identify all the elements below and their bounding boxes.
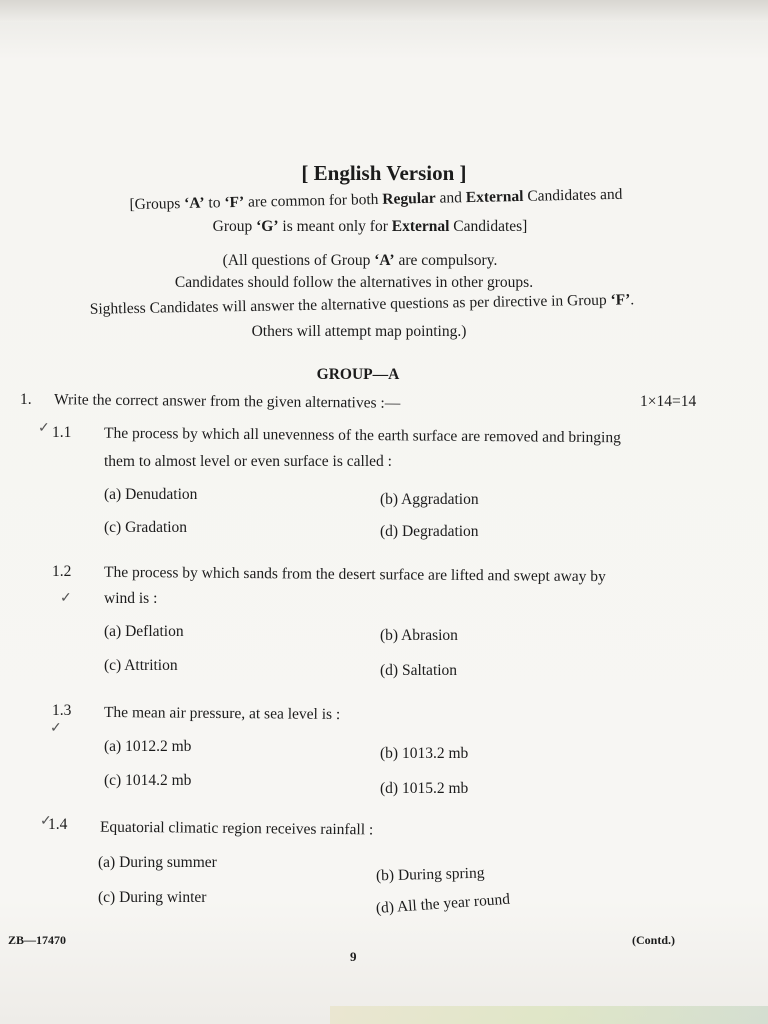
option-d: (d) Saltation (380, 662, 458, 679)
contd-label: (Contd.) (632, 933, 676, 947)
page-number: 9 (350, 949, 357, 964)
groups-line-2: Group ‘G’ is meant only for External Candidates] (212, 218, 528, 235)
instruction-line-2: Candidates should follow the alternatives in other groups. (174, 274, 534, 291)
pen-tick-mark: ✓ (40, 814, 52, 829)
question-text: Write the correct answer from the given alternatives :— (53, 391, 401, 412)
option-c: (c) During winter (98, 889, 207, 906)
paper-code: ZB—17470 (8, 933, 67, 947)
option-a: (a) Deflation (104, 623, 184, 640)
option-d: (d) 1015.2 mb (380, 780, 469, 797)
option-b: (b) Abrasion (380, 627, 458, 644)
option-b: (b) 1013.2 mb (380, 745, 469, 762)
subquestion-text: The process by which all unevenness of the earth surface are removed and bringing (103, 424, 621, 447)
question-number: 1. (20, 391, 32, 408)
option-b: (b) During spring (375, 864, 485, 885)
group-heading: GROUP—A (316, 366, 400, 383)
page-title: [ English Version ] (301, 161, 467, 185)
subquestion-number: 1.2 (52, 563, 72, 580)
option-a: (a) During summer (98, 854, 217, 871)
subquestion-text: wind is : (104, 590, 158, 607)
subquestion-text: The process by which sands from the desert surface are lifted and swept away by (103, 563, 606, 586)
subquestion-number: 1.3 (52, 702, 72, 719)
pen-tick-mark: ✓ (38, 421, 50, 436)
instruction-line-4: Others will attempt map pointing.) (251, 323, 467, 340)
background-strip (330, 1006, 768, 1024)
subquestion-text: Equatorial climatic region receives rainfall : (99, 818, 374, 839)
option-a: (a) Denudation (104, 486, 198, 503)
instruction-line-3: Sightless Candidates will answer the alternative questions as per directive in Group ‘F’. (89, 291, 635, 318)
option-d: (d) Degradation (380, 523, 479, 540)
pen-tick-mark: ✓ (50, 721, 62, 736)
option-c: (c) Attrition (104, 657, 178, 674)
pen-tick-mark: ✓ (60, 591, 72, 606)
subquestion-text: The mean air pressure, at sea level is : (103, 703, 341, 724)
option-d: (d) All the year round (375, 890, 511, 917)
instruction-line-1: (All questions of Group ‘A’ are compulsory. (222, 252, 498, 269)
groups-line-1: [Groups ‘A’ to ‘F’ are common for both Regular and External Candidates and (129, 185, 623, 214)
subquestion-text: them to almost level or even surface is called : (104, 453, 392, 470)
subquestion-number: 1.1 (52, 424, 72, 441)
page-top-shadow (0, 0, 768, 22)
option-a: (a) 1012.2 mb (104, 738, 192, 755)
question-marks: 1×14=14 (640, 393, 697, 410)
option-c: (c) 1014.2 mb (104, 772, 192, 789)
option-c: (c) Gradation (104, 519, 188, 536)
subquestion-number: 1.4 (48, 816, 68, 833)
option-b: (b) Aggradation (380, 491, 479, 508)
